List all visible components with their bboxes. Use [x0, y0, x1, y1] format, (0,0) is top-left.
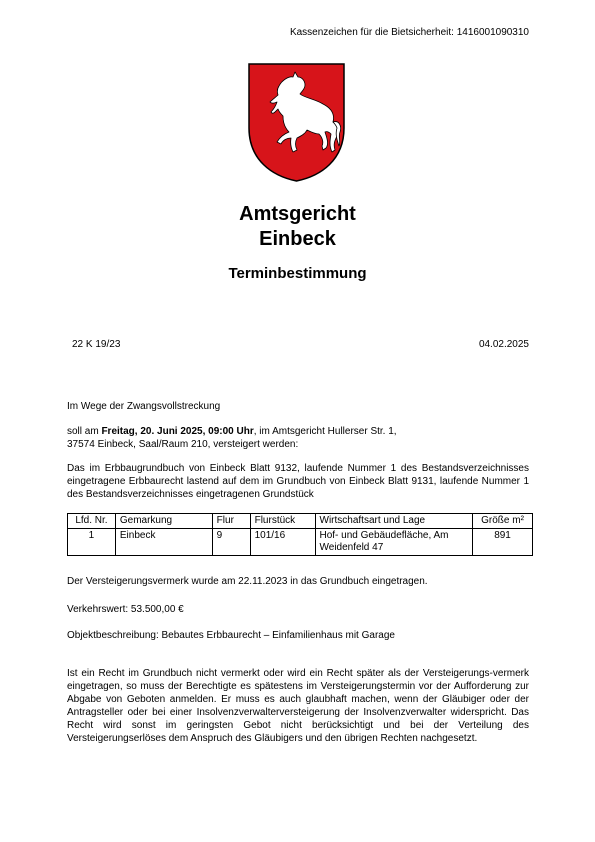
col-lfd-nr: Lfd. Nr. [68, 514, 116, 529]
cell-lfd-nr: 1 [68, 529, 116, 556]
table-row [68, 529, 533, 556]
document-title: Terminbestimmung [228, 265, 367, 282]
rechtshinweis-paragraph: Ist ein Recht im Grundbuch nicht vermerkt oder wird ein Recht später als der Versteigerungs-vermerk eingetragen, so muss der Berechtigte es spätestens im Versteigerungstermin vor der Aufforderung zur Abgabe von Geboten anmelden. Er muss es auch glaubhaft machen, wenn der Gläubiger oder der Antragsteller oder bei einer Insolvenzverwalterversteigerung der Insolvenzverwalter widerspricht. Das Recht wird sonst im geringsten Gebot nicht berücksichtigt und bei der Verteilung des Versteigerungserlöses dem Anspruch des Gläubigers und den übrigen Rechten nachgesetzt. [67, 668, 529, 744]
col-groesse: Größe m² [473, 514, 533, 529]
col-wirtschaftsart: Wirtschaftsart und Lage [315, 514, 473, 529]
cell-flurstueck: 101/16 [250, 529, 315, 556]
schedule-datetime: Freitag, 20. Juni 2025, 09:00 Uhr [101, 426, 254, 437]
payment-reference: Kassenzeichen für die Bietsicherheit: 1416001090310 [289, 27, 529, 38]
col-gemarkung: Gemarkung [115, 514, 212, 529]
intro-paragraph: Im Wege der Zwangsvollstreckung [67, 401, 221, 412]
description-paragraph: Das im Erbbaugrundbuch von Einbeck Blatt 9132, laufende Nummer 1 des Bestandsverzeichnisses eingetragene Erbbaurecht lastend auf dem im Grundbuch von Einbeck Blatt 9131, laufende Nummer 1 des Bestandsverzeichnisses eingetragenen Grundstück [67, 463, 529, 500]
property-table [67, 513, 533, 556]
col-flurstueck: Flurstück [250, 514, 315, 529]
cell-wirtschaftsart: Hof- und Gebäudefläche, Am Weidenfeld 47 [315, 529, 473, 556]
court-name-line2: Einbeck [259, 228, 336, 250]
schedule-room: 37574 Einbeck, Saal/Raum 210, versteigert werden: [67, 439, 299, 450]
objekt-paragraph: Objektbeschreibung: Bebautes Erbbaurecht – Einfamilienhaus mit Garage [67, 630, 395, 641]
col-flur: Flur [212, 514, 250, 529]
vermerk-paragraph: Der Versteigerungsvermerk wurde am 22.11.2023 in das Grundbuch eingetragen. [67, 576, 428, 587]
table-header-row [68, 514, 533, 529]
cell-gemarkung: Einbeck [115, 529, 212, 556]
document-date: 04.02.2025 [478, 339, 529, 350]
verkehrswert-paragraph: Verkehrswert: 53.500,00 € [67, 604, 184, 615]
case-number: 22 K 19/23 [72, 339, 121, 350]
cell-groesse: 891 [473, 529, 533, 556]
schedule-prefix: soll am [67, 426, 102, 437]
lower-saxony-horse-coat-of-arms-icon [247, 62, 346, 183]
coat-of-arms [247, 62, 346, 183]
schedule-location: , im Amtsgericht Hullerser Str. 1, [253, 426, 397, 437]
schedule-paragraph [67, 425, 529, 451]
court-name-line1: Amtsgericht [239, 203, 356, 225]
cell-flur: 9 [212, 529, 250, 556]
